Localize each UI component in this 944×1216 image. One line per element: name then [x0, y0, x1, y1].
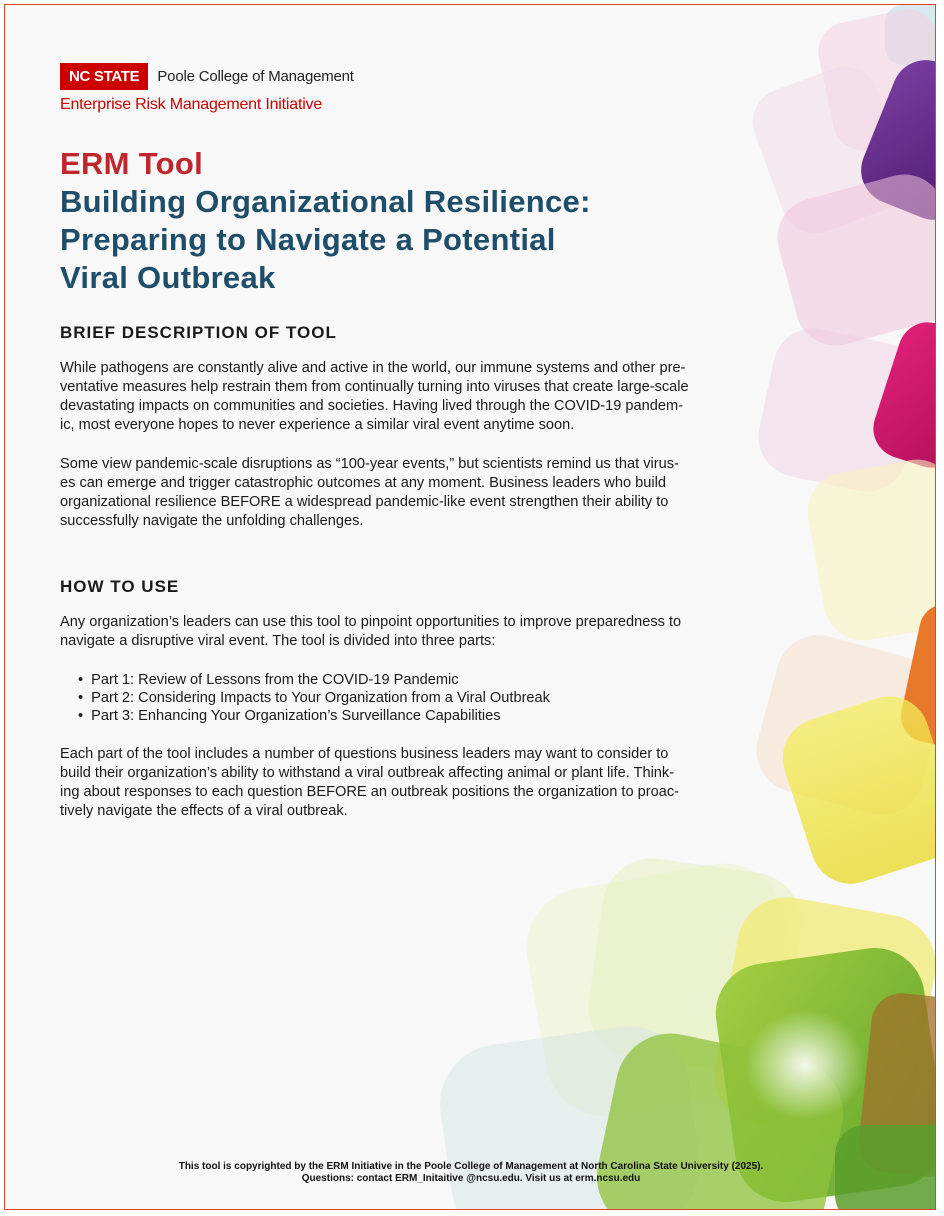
contact-info: Questions: contact ERM_Initaitive @ncsu.edu. Visit us at erm.ncsu.edu: [301, 1173, 641, 1184]
text-line: successfully navigate the unfolding challenges.: [60, 513, 364, 529]
list-item: • Part 1: Review of Lessons from the COVID-19 Pandemic: [78, 671, 720, 689]
document-page: [4, 4, 936, 1210]
copyright-notice: This tool is copyrighted by the ERM Initiative in the Poole College of Management at North Carolina State University (2025).: [178, 1161, 764, 1172]
text-line: Some view pandemic-scale disruptions as “100-year events,” but scientists remind us that virus-: [60, 456, 679, 472]
title-line: Viral Outbreak: [60, 260, 276, 295]
text-line: Any organization’s leaders can use this tool to pinpoint opportunities to improve preparedness to: [60, 614, 682, 630]
text-line: navigate a disruptive viral event. The tool is divided into three parts:: [60, 633, 496, 649]
college-name: Poole College of Management: [157, 68, 354, 85]
erm-initiative-name: Enterprise Risk Management Initiative: [60, 96, 323, 113]
petal-shape: [801, 453, 936, 646]
brief-paragraph-2: [60, 455, 720, 531]
brief-description-heading: BRIEF DESCRIPTION OF TOOL: [60, 323, 337, 342]
ncstate-logo: [60, 63, 354, 114]
footer: [5, 1161, 936, 1185]
tool-parts-list: [78, 671, 720, 725]
text-line: devastating impacts on communities and societies. Having lived through the COVID-19 pandem-: [60, 398, 683, 414]
list-item: • Part 2: Considering Impacts to Your Organization from a Viral Outbreak: [78, 689, 720, 707]
text-line: Each part of the tool includes a number of questions business leaders may want to consider to: [60, 746, 669, 762]
text-line: build their organization’s ability to withstand a viral outbreak affecting animal or plant life. Think-: [60, 765, 675, 781]
text-line: ventative measures help restrain them from continually turning into viruses that create large-scale: [60, 379, 689, 395]
title-line: Preparing to Navigate a Potential: [60, 222, 556, 257]
how-to-use-heading: HOW TO USE: [60, 577, 180, 596]
text-line: tively navigate the effects of a viral outbreak.: [60, 803, 348, 819]
ncstate-badge: NC STATE: [60, 63, 148, 90]
text-line: ic, most everyone hopes to never experience a similar viral event anytime soon.: [60, 417, 575, 433]
brief-paragraph-1: [60, 359, 720, 435]
text-line: While pathogens are constantly alive and active in the world, our immune systems and other pre-: [60, 360, 686, 376]
howto-paragraph-1: [60, 613, 720, 651]
title-line: Building Organizational Resilience:: [60, 184, 591, 219]
main-content: [60, 323, 720, 841]
title-erm-tool: ERM Tool: [60, 146, 204, 181]
text-line: ing about responses to each question BEFORE an outbreak positions the organization to proac-: [60, 784, 679, 800]
text-line: es can emerge and trigger catastrophic outcomes at any moment. Business leaders who build: [60, 475, 666, 491]
text-line: organizational resilience BEFORE a widespread pandemic-like event strengthen their ability to: [60, 494, 669, 510]
petal-glow: [745, 1010, 865, 1120]
document-title: [60, 145, 591, 297]
howto-paragraph-2: [60, 745, 720, 821]
list-item: • Part 3: Enhancing Your Organization’s Surveillance Capabilities: [78, 707, 720, 725]
